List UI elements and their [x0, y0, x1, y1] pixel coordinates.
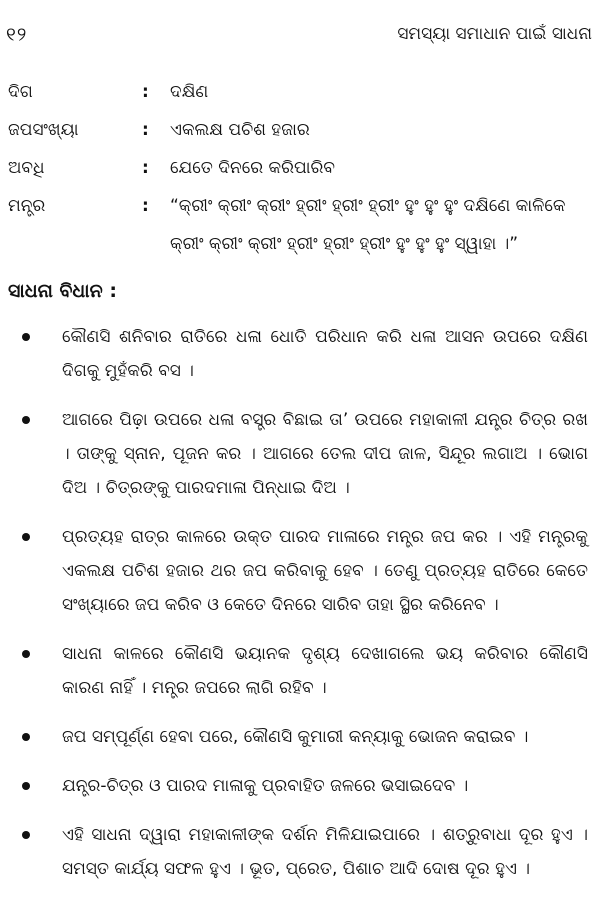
detail-colon: :	[142, 82, 149, 102]
bullet-icon	[22, 650, 30, 658]
list-item	[0, 403, 600, 505]
detail-value: ଯେତେ ଦିନରେ କରିପାରିବ	[170, 158, 336, 178]
detail-row-mantra	[8, 196, 594, 276]
detail-label: ମନ୍ତ୍ର	[8, 196, 46, 216]
list-item-text: ଜପ ସମ୍ପୂର୍ଣ୍ଣ ହେବା ପରେ, କୌଣସି କୁମାରୀ କନ୍ୟାକୁ ଭୋଜନ କରାଇବ ।	[62, 727, 529, 747]
bullet-icon	[22, 733, 30, 741]
list-item	[0, 637, 600, 705]
detail-colon: :	[142, 158, 149, 178]
detail-value: ଏକଲକ୍ଷ ପଚିଶ ହଜାର	[170, 120, 310, 140]
detail-colon: :	[142, 120, 149, 140]
running-title: ସମସ୍ୟା ସମାଧାନ ପାଇଁ ସାଧନା	[397, 24, 592, 44]
detail-label: ଦିଗ	[8, 82, 33, 102]
mantra-text: “କ୍ରୀଂ କ୍ରୀଂ କ୍ରୀଂ ହ୍ରୀଂ ହ୍ରୀଂ ହ୍ରୀଂ ହୁଂ ହୁଂ ହୁଂ ଦକ୍ଷିଣେ କାଳିକେ କ୍ରୀଂ କ୍ରୀଂ କ୍ରୀଂ ହ୍ରୀଂ ହ୍ରୀଂ ହ୍ରୀଂ ହୁଂ ହୁଂ ହୁଂ ସ୍ୱାହା ।”	[170, 196, 566, 254]
section-heading: ସାଧନା ବିଧାନ :	[8, 280, 117, 302]
list-item	[0, 769, 600, 803]
list-item	[0, 818, 600, 886]
list-item	[0, 320, 600, 388]
bullet-icon	[22, 333, 30, 341]
list-item	[0, 520, 600, 622]
list-item-text: ଏହି ସାଧନା ଦ୍ୱାରା ମହାକାଳୀଙ୍କ ଦର୍ଶନ ମିଳିଯାଇପାରେ । ଶତ୍ରୁବାଧା ଦୂର ହୁଏ । ସମସ୍ତ କାର୍ଯ୍ୟ ସଫଳ ହୁଏ । ଭୂତ, ପ୍ରେତ, ପିଶାଚ ଆଦି ଦୋଷ ଦୂର ହୁଏ ।	[62, 825, 588, 879]
bullet-icon	[22, 416, 30, 424]
detail-value: ଦକ୍ଷିଣ	[170, 82, 209, 102]
bullet-icon	[22, 533, 30, 541]
detail-colon: :	[142, 196, 149, 216]
list-item	[0, 720, 600, 754]
list-item-text: ପ୍ରତ୍ୟହ ରାତ୍ର କାଳରେ ଉକ୍ତ ପାରଦ ମାଳାରେ ମନ୍ତ୍ର ଜପ କର । ଏହି ମନ୍ତ୍ରକୁ ଏକଲକ୍ଷ ପଚିଶ ହଜାର ଥର ଜପ କରିବାକୁ ହେବ । ତେଣୁ ପ୍ରତ୍ୟହ ରାତିରେ କେତେ ସଂଖ୍ୟାରେ ଜପ କରିବ ଓ କେତେ ଦିନରେ ସାରିବ ତାହା ସ୍ଥିର କରିନେବ ।	[62, 527, 588, 615]
list-item-text: ଯନ୍ତ୍ର-ଚିତ୍ର ଓ ପାରଦ ମାଳାକୁ ପ୍ରବାହିତ ଜଳରେ ଭସାଇଦେବ ।	[62, 776, 469, 796]
list-item-text: ସାଧନା କାଳରେ କୌଣସି ଭୟାନକ ଦୃଶ୍ୟ ଦେଖାଗଲେ ଭୟ କରିବାର କୌଣସି କାରଣ ନାହିଁ । ମନ୍ତ୍ର ଜପରେ ଲାଗି ରହିବ ।	[62, 644, 588, 698]
bullet-icon	[22, 782, 30, 790]
list-item-text: କୌଣସି ଶନିବାର ରାତିରେ ଧଳା ଧୋତି ପରିଧାନ କରି ଧଳା ଆସନ ଉପରେ ଦକ୍ଷିଣ ଦିଗକୁ ମୁହଁକରି ବସ ।	[62, 327, 588, 381]
page-header	[0, 24, 600, 54]
page-number: ୧୨	[6, 24, 28, 46]
detail-label: ଜପସଂଖ୍ୟା	[8, 120, 79, 140]
practice-details	[8, 82, 594, 276]
detail-label: ଅବଧି	[8, 158, 45, 178]
bullet-icon	[22, 831, 30, 839]
procedure-list	[0, 320, 600, 901]
list-item-text: ଆଗରେ ପିଢ଼ା ଉପରେ ଧଳା ବସ୍ତ୍ର ବିଛାଇ ତା’ ଉପରେ ମହାକାଳୀ ଯନ୍ତ୍ର ଚିତ୍ର ରଖ । ତାଙ୍କୁ ସ୍ନାନ, ପୂଜନ କର । ଆଗରେ ତେଲ ଦୀପ ଜାଳ, ସିନ୍ଦୂର ଲଗାଅ । ଭୋଗ ଦିଅ । ଚିତ୍ରଙ୍କୁ ପାରଦମାଳା ପିନ୍ଧାଇ ଦିଅ ।	[62, 410, 588, 498]
